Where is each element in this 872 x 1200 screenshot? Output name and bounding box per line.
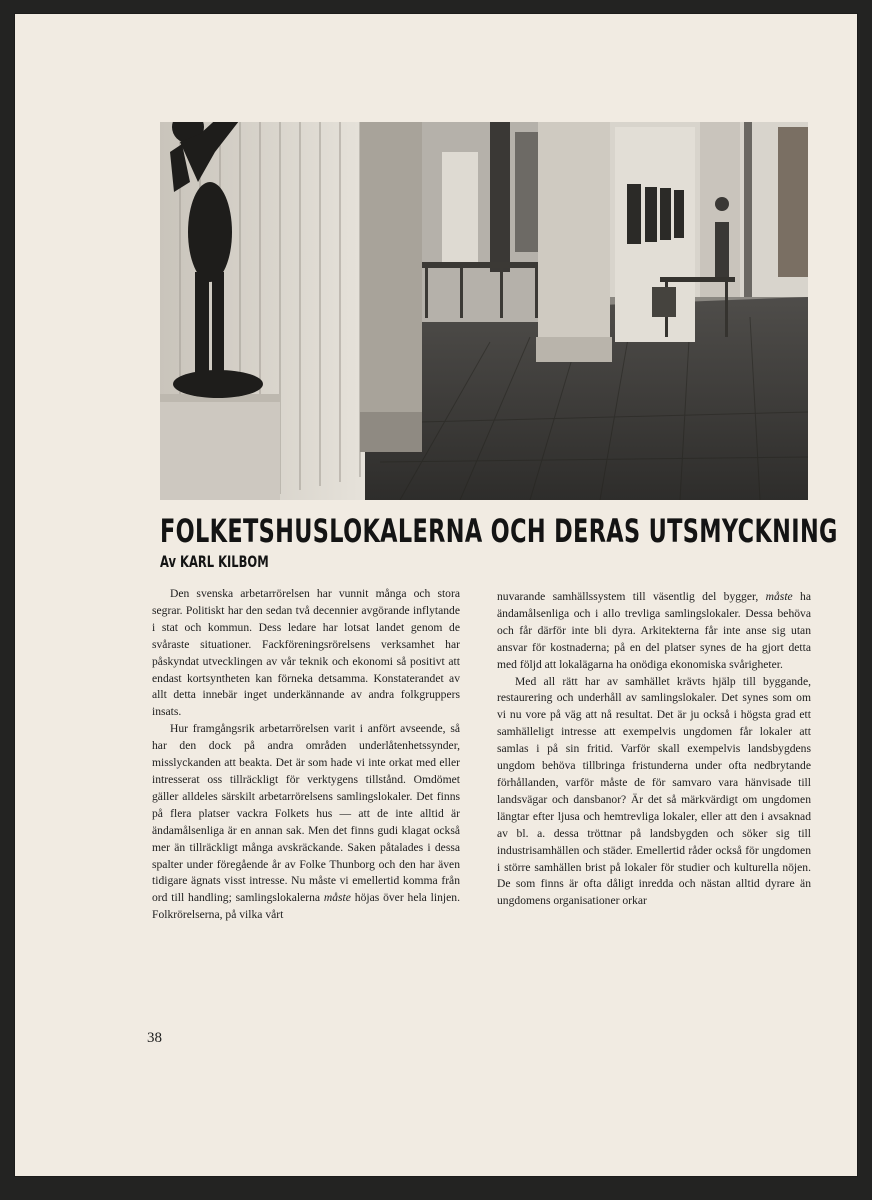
exhibition-hall-photo (160, 122, 808, 500)
text-column-left (152, 586, 460, 924)
article-title: FOLKETSHUSLOKALERNA OCH DERAS UTSMYCKNING (160, 512, 838, 550)
exhibition-hall-photo-icon (160, 122, 808, 500)
paragraph-text: nuvarande samhällssystem till väsentlig del bygger, (497, 590, 759, 603)
emphasis: måste (323, 891, 351, 905)
paragraph: Med all rätt har av samhället krävts hjälp till byggande, restaurering och underhåll av samlingslokaler. Det synes som om vi nu vore på väg att nå resultat. Det är ju också i högsta grad ett samhälleligt intresse att exempelvis ungdomen får lokaler att samlas i på sin fritid. Varför skall exempelvis landsbygdens ungdom behöva tillbringa fristunderna under ofta nedbrytande förhållanden, varför måste de för samvaro vara hänvisade till landsvägar och dansbanor? Är det så märkvärdigt om ungdomen längtar efter ljusa och hemtrevliga lokaler, eller att den i avsaknad av bl. a. dessa tröttnar på landsbygden och söker sig till industrisamhällen och städer. Emellertid råder också för ungdomen i större samhällen brist på lokaler för studier och kulturella nöjen. De som finns är ofta dåligt inredda och nästan alltid dyrare än ungdomens organisationer orkar (497, 674, 811, 908)
page-number: 38 (147, 1030, 162, 1046)
paragraph: Den svenska arbetarrörelsen har vunnit många och stora segrar. Politiskt har den sedan två decennier avgörande inflytande i stat och kommun. Dess ledare har lotsat landet genom de svåraste situationer. Fackföreningsrörelsens verksamhet har påskyndat utvecklingen av vår teknik och ekonomi så positivt att endast kortsyntheten kan förneka detsamma. Konstaterandet av allt detta innebär inget underkännande av andra folkgruppers insats. (152, 587, 460, 719)
text-column-right (497, 589, 811, 910)
paragraph-text: ha ändamålsenliga och i allo trevliga samlingslokaler. Dessa behöva och får därför inte bli dyra. Arkitekterna får inte anse sig utan ansvar för kostnaderna; på en del platser synes de ha gjort detta med följd att lokalägarna ha onödiga ekonomiska svårigheter. (497, 590, 811, 671)
paragraph-text: höjas över hela linjen. Folkrörelserna, på vilka vårt (152, 891, 460, 922)
paragraph (497, 589, 811, 674)
paragraph (152, 721, 460, 924)
paragraph-text: Hur framgångsrik arbetarrörelsen varit i anfört avseende, så har den dock på andra områden underlåtenhetssynder, misslyckanden att beakta. Det är som hade vi inte orkat med eller intresserat oss tillräckligt för verktygens tillstånd. Omdömet gäller alldeles särskilt arbetarrörelsens samlingslokaler. Det finns på flera platser vackra Folkets hus — att de inte alltid är ändamålsenliga är en annan sak. Men det finns gudi klagat också mer än tillräckligt många avskräckande. Saken påtalades i dessa spalter under föregående år av Folke Thunborg och den har även tidigare ägnats visst intresse. Nu måste vi emellertid komma från ord till handling; samlingslokalerna (152, 722, 460, 905)
emphasis: måste (765, 590, 793, 603)
article-byline: Av KARL KILBOM (160, 552, 269, 571)
